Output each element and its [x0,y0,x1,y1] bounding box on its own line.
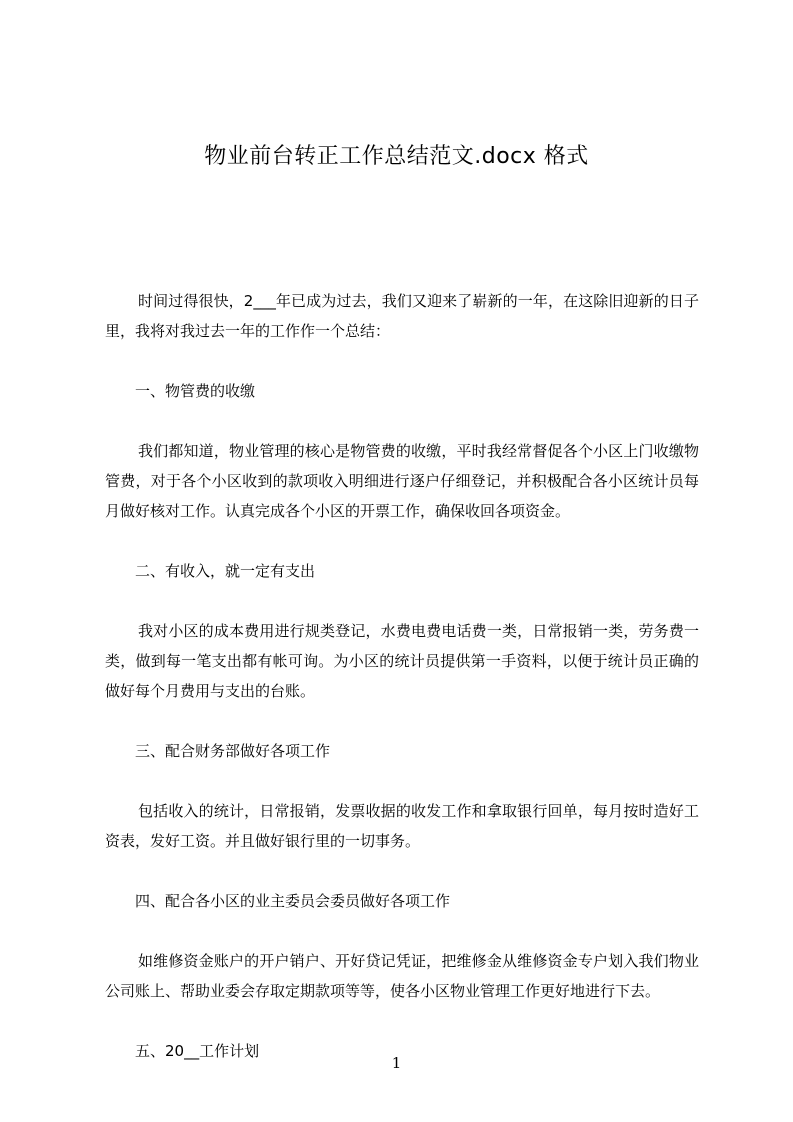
spacer [105,1006,699,1036]
section-paragraph-3: 包括收入的统计，日常报销，发票收据的收发工作和拿取银行回单，每月按时造好工资表，发好工资。并且做好银行里的一切事务。 [105,802,699,850]
spacer [105,916,699,946]
spacer [105,406,699,436]
spacer [105,856,699,886]
section-heading-2: 二、有收入，就一定有支出 [135,562,316,580]
section-paragraph-4: 如维修资金账户的开户销户、开好贷记凭证，把维修金从维修资金专户划入我们物业公司账上、帮助业委会存取定期款项等等，使各小区物业管理工作更好地进行下去。 [105,952,699,1000]
page-number: 1 [391,1054,402,1072]
section-heading-3: 三、配合财务部做好各项工作 [135,742,331,760]
spacer [105,706,699,736]
spacer [105,526,699,556]
document-title: 物业前台转正工作总结范文.docx 格式 [204,144,589,169]
document-body [105,286,699,1066]
spacer [105,766,699,796]
section-heading-5: 五、20__工作计划 [135,1042,260,1060]
section-paragraph-1: 我们都知道，物业管理的核心是物管费的收缴，平时我经常督促各个小区上门收缴物管费，对于各个小区收到的款项收入明细进行逐户仔细登记，并积极配合各小区统计员每月做好核对工作。认真完成各个小区的开票工作，确保收回各项资金。 [105,442,699,520]
spacer [105,586,699,616]
intro-paragraph: 时间过得很快，2___年已成为过去，我们又迎来了崭新的一年，在这除旧迎新的日子里，我将对我过去一年的工作作一个总结： [105,292,699,340]
section-heading-1: 一、物管费的收缴 [135,382,256,400]
section-paragraph-2: 我对小区的成本费用进行规类登记，水费电费电话费一类，日常报销一类，劳务费一类，做到每一笔支出都有帐可询。为小区的统计员提供第一手资料，以便于统计员正确的做好每个月费用与支出的台账。 [105,622,699,700]
section-heading-4: 四、配合各小区的业主委员会委员做好各项工作 [135,892,451,910]
spacer [105,346,699,376]
